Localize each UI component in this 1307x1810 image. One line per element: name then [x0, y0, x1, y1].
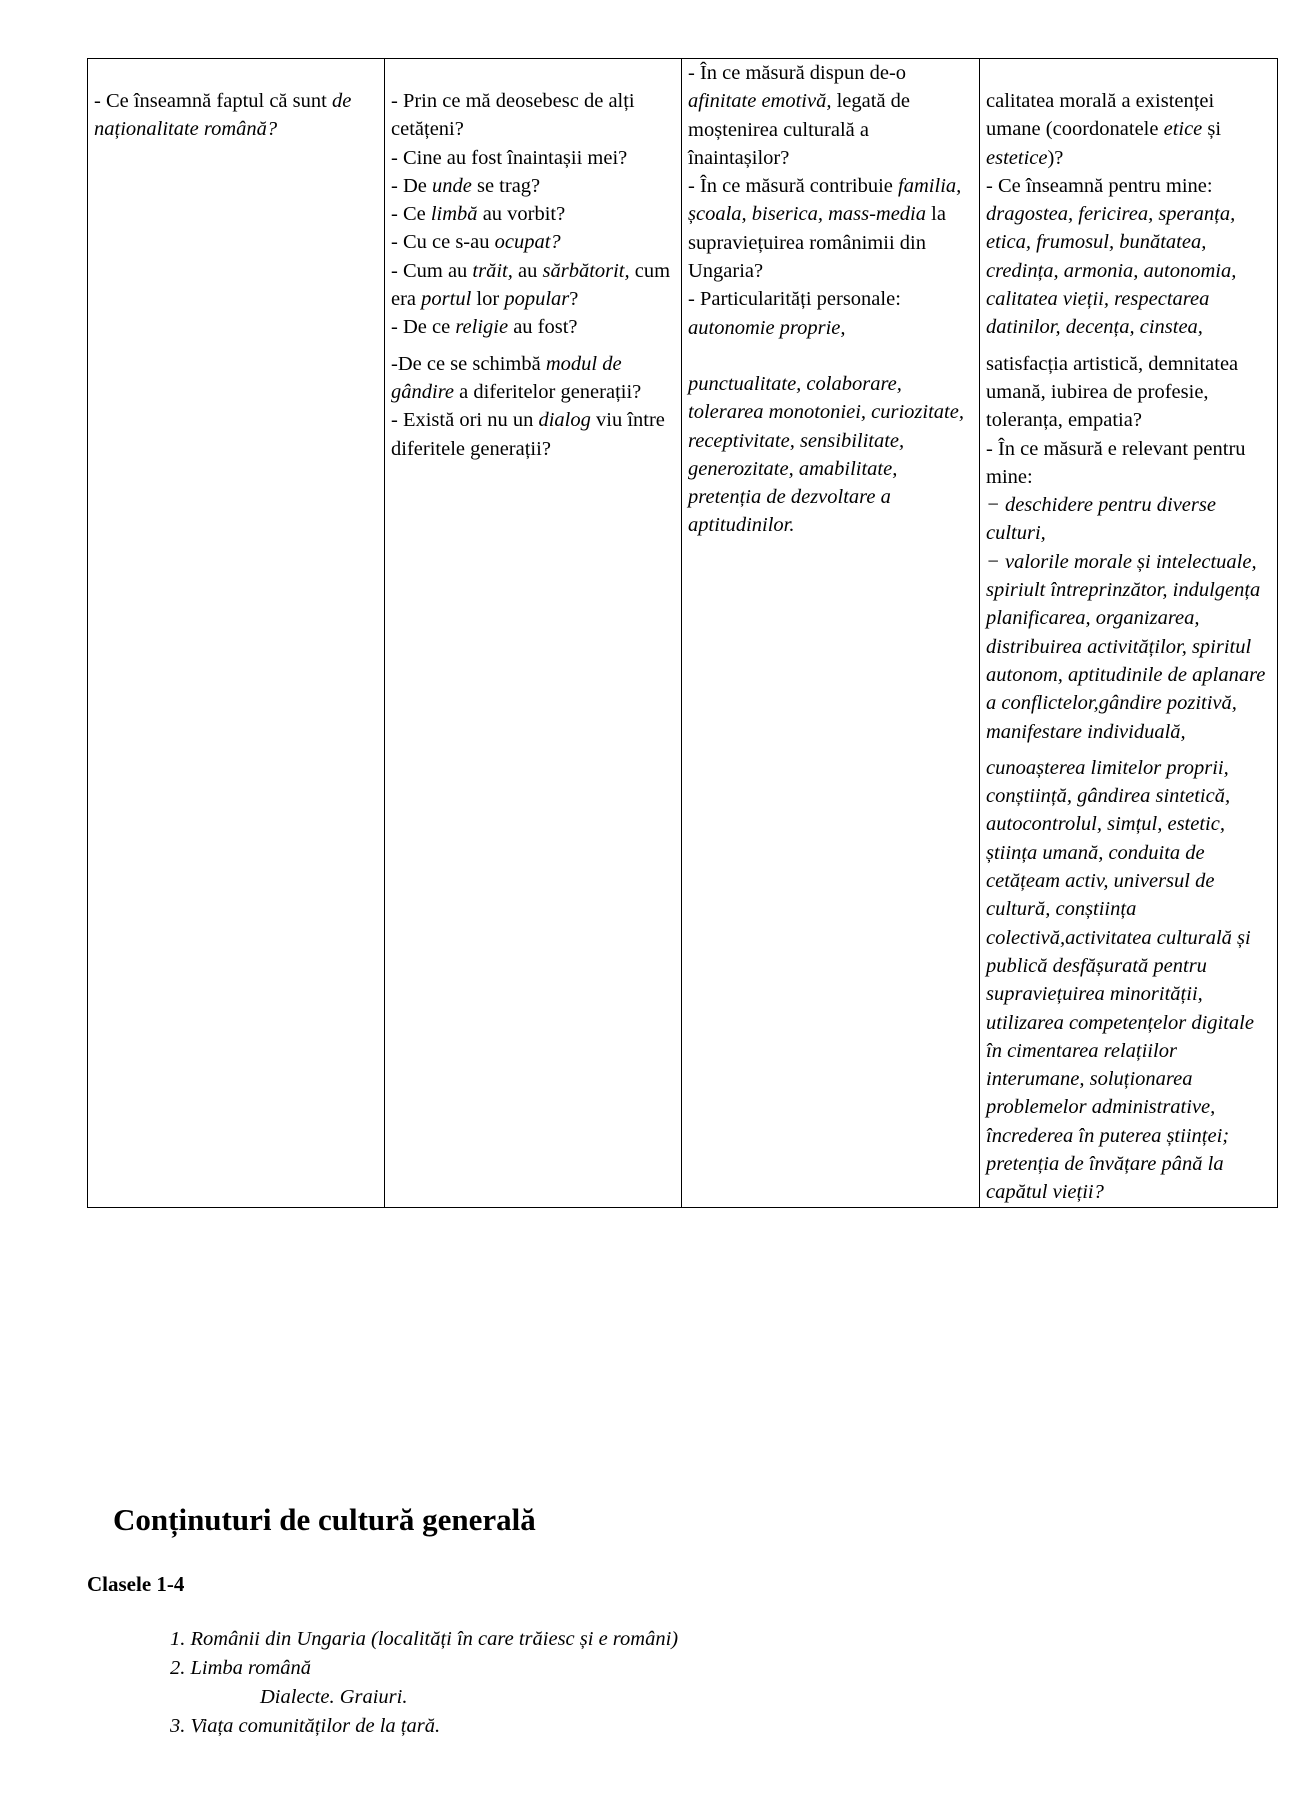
- col4-line: - Ce înseamnă pentru mine: dragostea, fericirea, speranța, etica, frumosul, bunătatea, credința, armonia, autonomia, calitatea vieții, respectarea datinilor, decența, cinstea,: [986, 174, 1237, 339]
- list-item: 3. Viața comunităților de la țară.: [170, 1715, 441, 1737]
- subheading: Clasele 1-4: [87, 1572, 185, 1596]
- list-item: Dialecte. Graiuri.: [260, 1686, 408, 1708]
- col2-line: - Prin ce mă deosebesc de alți cetățeni?: [391, 90, 635, 141]
- table-cell-col4: [980, 59, 1278, 1208]
- col2-line: - De unde se trag?: [391, 174, 541, 197]
- list-item: 1. Românii din Ungaria (localități în care trăiesc și e români): [170, 1628, 679, 1650]
- col3-line: autonomie proprie,: [688, 316, 846, 339]
- col4-line: cunoașterea limitelor proprii, conștiință, gândirea sintetică, autocontrolul, simțul, estetic, știința umană, conduita de cetățeam activ, universul de cultură, conștiința colectivă,activitatea culturală și publică desfășurată pentru supraviețuirea minorității, utilizarea competențelor digitale în cimentarea relațiilor interumane, soluționarea problemelor administrative, încrederea în puterea științei; pretenția de învățare până la capătul vieții?: [986, 756, 1254, 1204]
- col1-text: - Ce înseamnă faptul că sunt: [94, 90, 332, 112]
- col2-line: - Cum au trăit, au sărbătorit, cum era portul lor popular?: [391, 259, 671, 311]
- col2-line: - De ce religie au fost?: [391, 316, 578, 339]
- col2-line: - Cu ce s-au ocupat?: [391, 231, 561, 254]
- curriculum-table: [87, 58, 1278, 1208]
- col3-line: afinitate emotivă, legată de moștenirea culturală a înaintașilor?: [688, 90, 911, 169]
- col4-line: calitatea morală a existenței umane (coordonatele etice și estetice)?: [986, 90, 1222, 169]
- col1-italic: de naționalitate română?: [94, 90, 352, 141]
- col2-line: -De ce se schimbă modul de gândire a diferitelor generații?: [391, 352, 642, 403]
- col2-line: - Ce limbă au vorbit?: [391, 203, 566, 226]
- col2-line: - Cine au fost înaintașii mei?: [391, 146, 628, 169]
- col3-line: punctualitate, colaborare, tolerarea monotoniei, curiozitate, receptivitate, sensibilitate, generozitate, amabilitate, pretenția de dezvoltare a aptitudinilor.: [688, 372, 964, 537]
- table-cell-col3: [682, 59, 980, 1208]
- table-cell-col2: [385, 59, 682, 1208]
- col3-line: - În ce măsură dispun de-o: [688, 62, 907, 84]
- list-item: 2. Limba română: [170, 1657, 312, 1679]
- col4-line: − deschidere pentru diverse culturi,: [986, 494, 1216, 545]
- col3-line: - În ce măsură contribuie familia, școala, biserica, mass-media la supraviețuirea românimii din Ungaria?: [688, 175, 962, 283]
- col4-line: - În ce măsură e relevant pentru mine:: [986, 437, 1246, 488]
- table-cell-col1: [88, 59, 385, 1208]
- content-list: [170, 1625, 678, 1741]
- col2-line: - Există ori nu un dialog viu între diferitele generații?: [391, 409, 665, 460]
- table-row: [88, 59, 1278, 1208]
- col3-line: - Particularități personale:: [688, 288, 901, 311]
- col4-line: satisfacția artistică, demnitatea umană, iubirea de profesie, toleranța, empatia?: [986, 352, 1239, 432]
- section-title: Conținuturi de cultură generală: [113, 1502, 536, 1537]
- col4-line: − valorile morale și intelectuale, spiriult întreprinzător, indulgența planificarea, organizarea, distribuirea activităților, spiritul autonom, aptitudinile de aplanare a conflictelor,gândire pozitivă, manifestare individuală,: [986, 550, 1266, 743]
